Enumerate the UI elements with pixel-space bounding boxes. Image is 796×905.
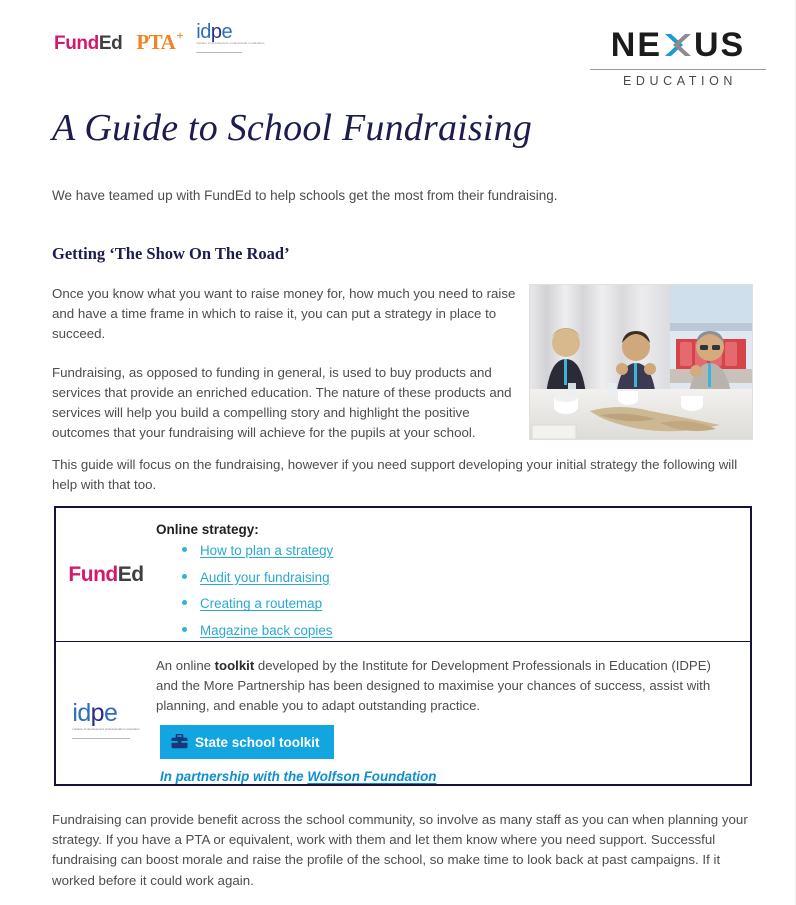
toolkit-text-after: developed by the Institute for Development Professionals in Education (IDPE) and the More Partnership has been designed to maximise your chances of success, assist with planning, and enable you to adapt outstanding practice.: [156, 658, 711, 713]
toolkit-text-before: An online: [156, 658, 215, 673]
link-magazine-back-copies[interactable]: Magazine back copies: [200, 623, 333, 639]
funded-logo-cell: [56, 508, 156, 641]
body-paragraph-1: Once you know what you want to raise money for, how much you need to raise and have a time frame in which to raise it, you can put a strategy in place to succeed.: [52, 286, 516, 342]
idpe-resource-row: [56, 642, 750, 784]
nexus-wordmark-ne: NE: [610, 26, 662, 64]
pta-logo-plus: +: [176, 27, 184, 43]
link-creating-a-routemap[interactable]: Creating a routemap: [200, 596, 323, 612]
funded-logo-ed: Ed: [98, 32, 123, 54]
idpe-logo-large-p: p: [90, 699, 104, 727]
idpe-logo-large-tagline: institute of development professionals in education: [72, 727, 140, 731]
link-how-to-plan-a-strategy[interactable]: How to plan a strategy: [200, 543, 334, 558]
nexus-education-logo: [590, 28, 766, 88]
pta-plus-logo: [136, 27, 184, 54]
body-paragraph-2: Fundraising, as opposed to funding in general, is used to buy products and services that provide an enriched education. The nature of these products and services will help you build a compelling story and highlight the positive outcomes that your fundraising will achieve for the pupils at your school.: [52, 364, 512, 441]
list-item: [200, 567, 734, 590]
funded-logo-large: [68, 564, 143, 585]
partner-logo-strip: [54, 22, 265, 53]
idpe-logo-e: e: [221, 21, 233, 43]
pta-logo-text: PTA: [136, 29, 176, 54]
toolkit-bold-word: toolkit: [214, 658, 255, 673]
nexus-logo-divider: [590, 69, 766, 70]
body-paragraph-3: This guide will focus on the fundraising, however if you need support developing your initial strategy the following will help with that too.: [52, 457, 738, 493]
section-heading: Getting ‘The Show On The Road’: [52, 244, 290, 263]
online-strategy-label: Online strategy:: [156, 522, 259, 537]
idpe-logo-p: p: [210, 21, 222, 43]
idpe-logo-tagline: institute of development professionals in education: [196, 42, 265, 45]
idpe-logo-large-id: id: [72, 699, 91, 727]
idpe-logo: [196, 22, 264, 53]
partnership-prefix: In partnership with the: [160, 769, 308, 785]
nexus-wordmark: [590, 28, 766, 62]
idpe-logo-rule: [196, 52, 242, 53]
strategy-link-list: [156, 540, 734, 643]
x-chevron-icon: [663, 30, 693, 60]
idpe-logo-cell: [56, 642, 156, 784]
resources-box: [54, 506, 752, 786]
idpe-logo-large-e: e: [103, 699, 118, 727]
briefcase-icon: [171, 734, 188, 750]
funded-content-cell: [156, 508, 750, 641]
list-item: [200, 593, 734, 616]
idpe-logo-large-rule: [72, 738, 130, 739]
partnership-line: [160, 769, 734, 784]
funded-logo: [54, 34, 122, 53]
list-item: [200, 620, 734, 643]
funded-logo-large-fund: Fund: [68, 563, 118, 586]
page-title: A Guide to School Fundraising: [52, 107, 533, 149]
idpe-logo-large: [72, 701, 139, 739]
idpe-logo-large-word: [72, 701, 139, 726]
body-column: [52, 284, 520, 461]
idpe-logo-word: [196, 22, 264, 42]
page-header: [0, 0, 796, 100]
idpe-content-cell: [156, 642, 750, 784]
funded-logo-large-ed: Ed: [117, 563, 144, 586]
funded-resource-row: [56, 508, 750, 642]
idpe-logo-id: id: [196, 21, 211, 43]
funded-logo-fund: Fund: [54, 32, 99, 54]
link-wolfson-foundation[interactable]: Wolfson Foundation: [307, 769, 437, 785]
link-audit-your-fundraising[interactable]: Audit your fundraising: [200, 569, 330, 585]
list-item: [200, 540, 734, 563]
nexus-wordmark-us: US: [694, 26, 746, 64]
state-school-toolkit-button[interactable]: [160, 725, 334, 759]
state-school-toolkit-button-label: State school toolkit: [195, 734, 320, 750]
closing-paragraph: Fundraising can provide benefit across the school community, so involve as many staff as you can when planning your strategy. If you have a PTA or equivalent, work with them and let them know where you need support. Successful fundraising can boost morale and raise the profile of the school, so make time to look back at past campaigns. If it worked before it could work again.: [52, 812, 748, 888]
intro-paragraph: We have teamed up with FundEd to help schools get the most from their fundraising.: [52, 187, 558, 203]
meeting-photo: [529, 284, 753, 440]
nexus-logo-subtitle: EDUCATION: [622, 74, 738, 88]
toolkit-description: [156, 656, 734, 715]
